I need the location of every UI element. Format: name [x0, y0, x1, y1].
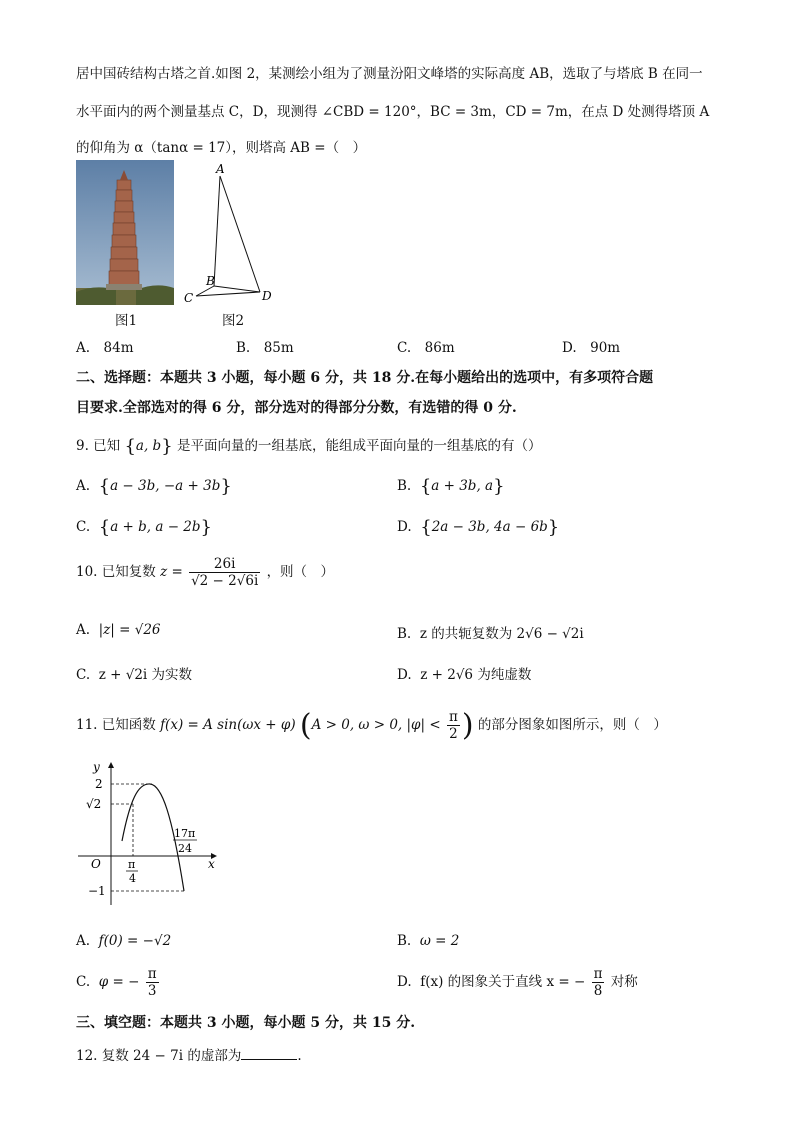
q11-cond-fraction: [447, 709, 460, 742]
label-C: C: [184, 291, 194, 305]
section-3-heading: 三、填空题：本题共 3 小题，每小题 5 分，共 15 分.: [76, 1015, 416, 1031]
q9-option-b[interactable]: B. {a + 3b, a}: [397, 476, 505, 497]
q8-option-d[interactable]: D. 90m: [562, 340, 621, 356]
q11-d-fraction: [592, 966, 605, 999]
section-2-heading-line-1: 二、选择题：本题共 3 小题，每小题 6 分，共 18 分.在每小题给出的选项中，有多项符合题: [76, 370, 654, 386]
tick-2: 2: [95, 777, 103, 791]
q8-option-a[interactable]: A. 84m: [76, 340, 134, 356]
sine-graph: [76, 755, 226, 915]
paren-close-icon: ): [461, 708, 474, 743]
q11-option-a[interactable]: [76, 933, 171, 949]
q11-cond-den: 2: [449, 726, 458, 742]
label-B: B: [206, 274, 215, 288]
q8-line-3: 的仰角为 α（tanα = 17），则塔高 AB =（ ）: [76, 140, 367, 156]
origin-label: O: [91, 857, 101, 871]
q10-denominator: √2 − 2√6i: [191, 573, 259, 589]
q10-fraction: [189, 556, 260, 589]
q9-a-content: a − 3b, −a + 3b: [110, 478, 221, 494]
tick-neg1: −1: [88, 884, 106, 898]
q10-z-eq: z =: [160, 564, 183, 580]
q10-option-c[interactable]: [76, 663, 192, 683]
pagoda-photo: [76, 160, 174, 305]
brace-close-icon: }: [161, 436, 173, 457]
tick-sqrt2: √2: [86, 797, 102, 811]
q12-stem: [76, 1044, 302, 1064]
q8-option-b[interactable]: B. 85m: [236, 340, 294, 356]
q9-stem-prefix: 9. 已知: [76, 438, 121, 454]
q10-numerator: 26i: [189, 556, 260, 573]
q11-c-num: π: [147, 966, 157, 982]
q10-c-content: z + √2i 为实数: [98, 667, 193, 683]
q11-a-content: f(0) = −√2: [98, 933, 172, 949]
q9-option-c[interactable]: C. {a + b, a − 2b}: [76, 517, 212, 538]
label-A: A: [216, 162, 225, 176]
q9-option-a[interactable]: A. {a − 3b, −a + 3b}: [76, 476, 232, 497]
q10-a-label: A.: [76, 622, 91, 638]
q8-line-1: 居中国砖结构古塔之首.如图 2，某测绘小组为了测量汾阳文峰塔的实际高度 AB，选取了与塔底 B 在同一: [76, 66, 703, 82]
tick-17pi24-den: 24: [178, 842, 192, 855]
q9-option-d[interactable]: D. {2a − 3b, 4a − 6b}: [397, 517, 560, 538]
q11-a-label: A.: [76, 933, 91, 949]
tick-17pi24-num: 17π: [174, 827, 196, 840]
q11-stem-cond: A > 0, ω > 0, |φ| <: [311, 717, 441, 733]
q12-end: .: [297, 1048, 302, 1064]
q11-option-b[interactable]: [397, 933, 459, 949]
q9-stem-set: a, b: [135, 438, 162, 454]
q9-b-label: B.: [397, 478, 412, 494]
x-axis-label: x: [208, 857, 215, 871]
q10-option-d[interactable]: [397, 663, 531, 683]
q9-d-label: D.: [397, 519, 412, 535]
figure-1-caption: 图1: [115, 313, 138, 329]
q11-c-label: C.: [76, 974, 91, 990]
q9-stem-suffix: 是平面向量的一组基底，能组成平面向量的一组基底的有（）: [176, 438, 542, 454]
q9-d-content: 2a − 3b, 4a − 6b: [431, 519, 548, 535]
q10-stem-prefix: 10. 已知复数: [76, 564, 156, 580]
q8-option-c[interactable]: C. 86m: [397, 340, 455, 356]
q11-b-content: ω = 2: [419, 933, 460, 949]
q10-stem-suffix: ，则（ ）: [266, 564, 335, 580]
q11-d-num: π: [593, 966, 603, 982]
q10-stem: [76, 556, 334, 589]
q10-c-label: C.: [76, 667, 91, 683]
q11-c-content: φ = −: [98, 974, 140, 990]
q10-option-b[interactable]: [397, 622, 584, 642]
q11-d-den: 8: [593, 983, 603, 999]
tick-pi4-den: 4: [129, 872, 136, 885]
q11-stem-func: f(x) = A sin(ωx + φ): [160, 717, 296, 733]
q10-option-a[interactable]: [76, 622, 161, 638]
brace-open-icon: {: [124, 436, 136, 457]
answer-blank[interactable]: [241, 1047, 297, 1060]
paren-open-icon: (: [299, 708, 312, 743]
q10-b-content: z 的共轭复数为 2√6 − √2i: [419, 626, 584, 642]
q11-c-fraction: [146, 966, 159, 999]
q9-a-label: A.: [76, 478, 91, 494]
q12-stem-text: 12. 复数 24 − 7i 的虚部为: [76, 1048, 242, 1064]
q11-b-label: B.: [397, 933, 412, 949]
q10-d-content: z + 2√6 为纯虚数: [420, 667, 532, 683]
label-D: D: [262, 289, 272, 303]
q11-option-d[interactable]: [397, 966, 638, 999]
section-2-heading-line-2: 目要求.全部选对的得 6 分，部分选对的得部分分数，有选错的得 0 分.: [76, 400, 517, 416]
q9-c-label: C.: [76, 519, 91, 535]
q11-stem-suffix: 的部分图象如图所示，则（ ）: [477, 717, 667, 733]
q11-d-content: f(x) 的图象关于直线 x = −: [420, 974, 586, 990]
q11-d-label: D.: [397, 974, 412, 990]
q11-c-den: 3: [147, 983, 157, 999]
y-axis-label: y: [93, 760, 100, 774]
q8-line-2: 水平面内的两个测量基点 C，D，现测得 ∠CBD = 120°，BC = 3m，CD = 7m，在点 D 处测得塔顶 A: [76, 104, 710, 120]
q11-stem: [76, 708, 667, 743]
tick-pi4-num: π: [128, 858, 136, 871]
q11-d-suffix: 对称: [610, 974, 638, 990]
q9-b-content: a + 3b, a: [431, 478, 494, 494]
q11-cond-num: π: [448, 709, 458, 725]
q10-b-label: B.: [397, 626, 412, 642]
q9-stem: [76, 434, 541, 457]
q10-d-label: D.: [397, 667, 412, 683]
q9-c-content: a + b, a − 2b: [110, 519, 201, 535]
q10-a-content: |z| = √26: [98, 622, 161, 638]
q11-stem-prefix: 11. 已知函数: [76, 717, 156, 733]
tower-diagram: [180, 160, 290, 310]
figure-2-caption: 图2: [222, 313, 245, 329]
q11-option-c[interactable]: [76, 966, 161, 999]
